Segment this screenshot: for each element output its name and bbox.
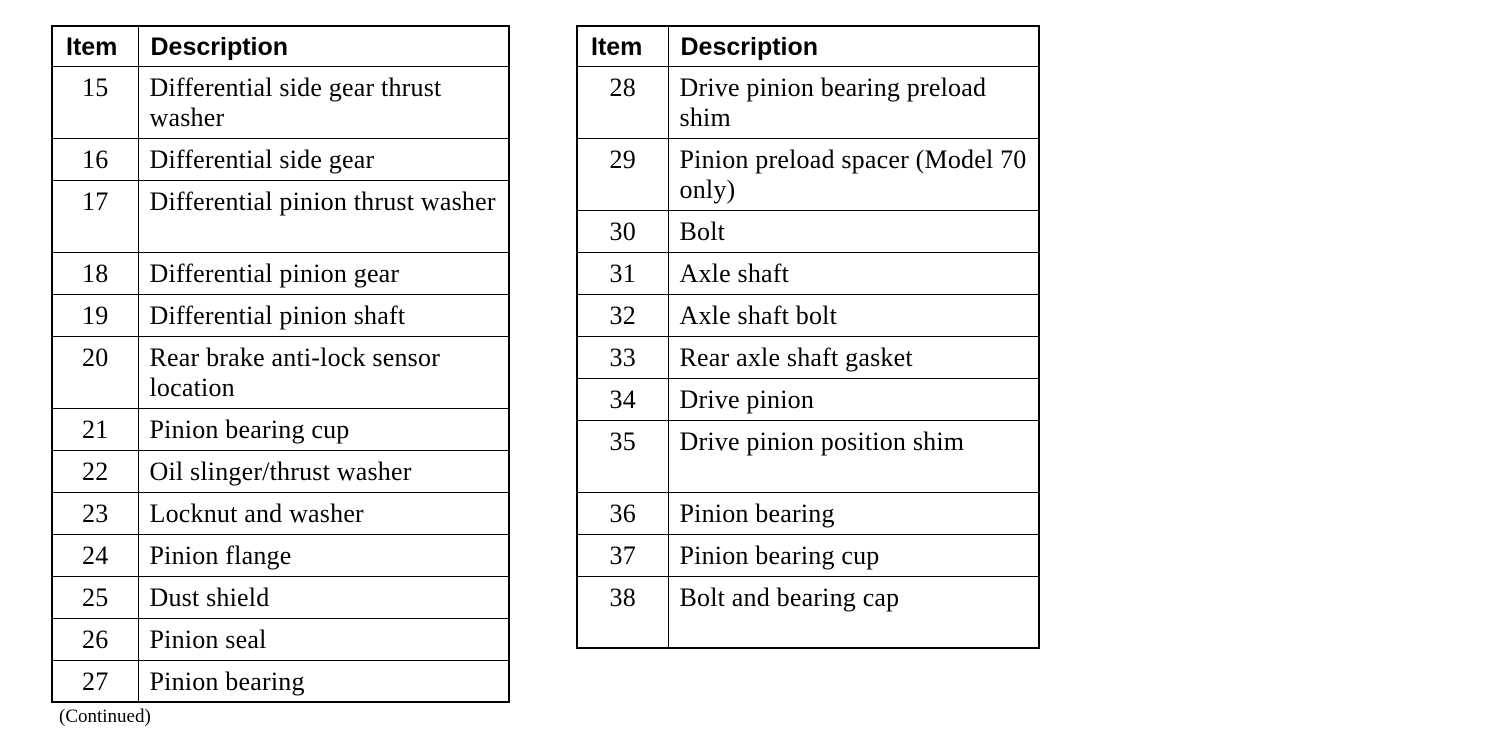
item-description: Pinion bearing cup: [138, 408, 509, 450]
column-header-item: Item: [577, 26, 668, 66]
parts-table-left: [51, 25, 510, 703]
table-header-row: [577, 26, 1039, 66]
table-row: [52, 450, 509, 492]
item-number: 33: [577, 336, 668, 378]
item-description: Drive pinion bearing preload shim: [668, 66, 1039, 138]
item-number: 20: [52, 336, 138, 408]
item-number: 15: [52, 66, 138, 138]
table-row: [52, 294, 509, 336]
table-row: [577, 210, 1039, 252]
table-row: [577, 534, 1039, 576]
item-number: 21: [52, 408, 138, 450]
item-number: 28: [577, 66, 668, 138]
item-number: 30: [577, 210, 668, 252]
item-description: Dust shield: [138, 576, 509, 618]
item-number: 36: [577, 492, 668, 534]
item-description: Bolt and bearing cap: [668, 576, 1039, 648]
item-description: Axle shaft bolt: [668, 294, 1039, 336]
table-row: [577, 252, 1039, 294]
table-row: [577, 138, 1039, 210]
item-description: Pinion preload spacer (Model 70 only): [668, 138, 1039, 210]
item-number: 29: [577, 138, 668, 210]
parts-table-right: [576, 25, 1040, 649]
table-header-row: [52, 26, 509, 66]
item-description: Differential side gear: [138, 138, 509, 180]
item-number: 35: [577, 420, 668, 492]
item-number: 24: [52, 534, 138, 576]
table-row: [52, 618, 509, 660]
item-description: Rear axle shaft gasket: [668, 336, 1039, 378]
item-description: Bolt: [668, 210, 1039, 252]
table-row: [52, 408, 509, 450]
item-description: Locknut and washer: [138, 492, 509, 534]
table-row: [577, 420, 1039, 492]
item-number: 22: [52, 450, 138, 492]
item-description: Pinion bearing: [138, 660, 509, 702]
continued-note: (Continued): [59, 706, 151, 727]
table-row: [52, 66, 509, 138]
item-number: 16: [52, 138, 138, 180]
item-number: 38: [577, 576, 668, 648]
item-description: Differential pinion shaft: [138, 294, 509, 336]
item-number: 19: [52, 294, 138, 336]
column-header-description: Description: [668, 26, 1039, 66]
table-row: [52, 336, 509, 408]
item-description: Pinion bearing: [668, 492, 1039, 534]
table-row: [577, 378, 1039, 420]
item-description: Drive pinion: [668, 378, 1039, 420]
table-row: [52, 576, 509, 618]
table-row: [52, 660, 509, 702]
table-row: [577, 336, 1039, 378]
table-row: [577, 576, 1039, 648]
item-description: Pinion seal: [138, 618, 509, 660]
item-description: Pinion flange: [138, 534, 509, 576]
item-description: Axle shaft: [668, 252, 1039, 294]
table-row: [577, 294, 1039, 336]
item-description: Oil slinger/thrust washer: [138, 450, 509, 492]
item-description: Drive pinion position shim: [668, 420, 1039, 492]
item-number: 23: [52, 492, 138, 534]
table-row: [52, 252, 509, 294]
item-description: Pinion bearing cup: [668, 534, 1039, 576]
item-number: 31: [577, 252, 668, 294]
item-description: Differential pinion thrust washer: [138, 180, 509, 252]
item-number: 17: [52, 180, 138, 252]
item-number: 18: [52, 252, 138, 294]
item-number: 25: [52, 576, 138, 618]
table-row: [577, 492, 1039, 534]
item-number: 37: [577, 534, 668, 576]
item-number: 27: [52, 660, 138, 702]
column-header-description: Description: [138, 26, 509, 66]
table-row: [52, 534, 509, 576]
item-description: Differential side gear thrust washer: [138, 66, 509, 138]
table-row: [577, 66, 1039, 138]
table-row: [52, 180, 509, 252]
item-number: 34: [577, 378, 668, 420]
column-header-item: Item: [52, 26, 138, 66]
item-number: 26: [52, 618, 138, 660]
table-row: [52, 138, 509, 180]
item-description: Differential pinion gear: [138, 252, 509, 294]
item-description: Rear brake anti-lock sensor location: [138, 336, 509, 408]
table-row: [52, 492, 509, 534]
item-number: 32: [577, 294, 668, 336]
